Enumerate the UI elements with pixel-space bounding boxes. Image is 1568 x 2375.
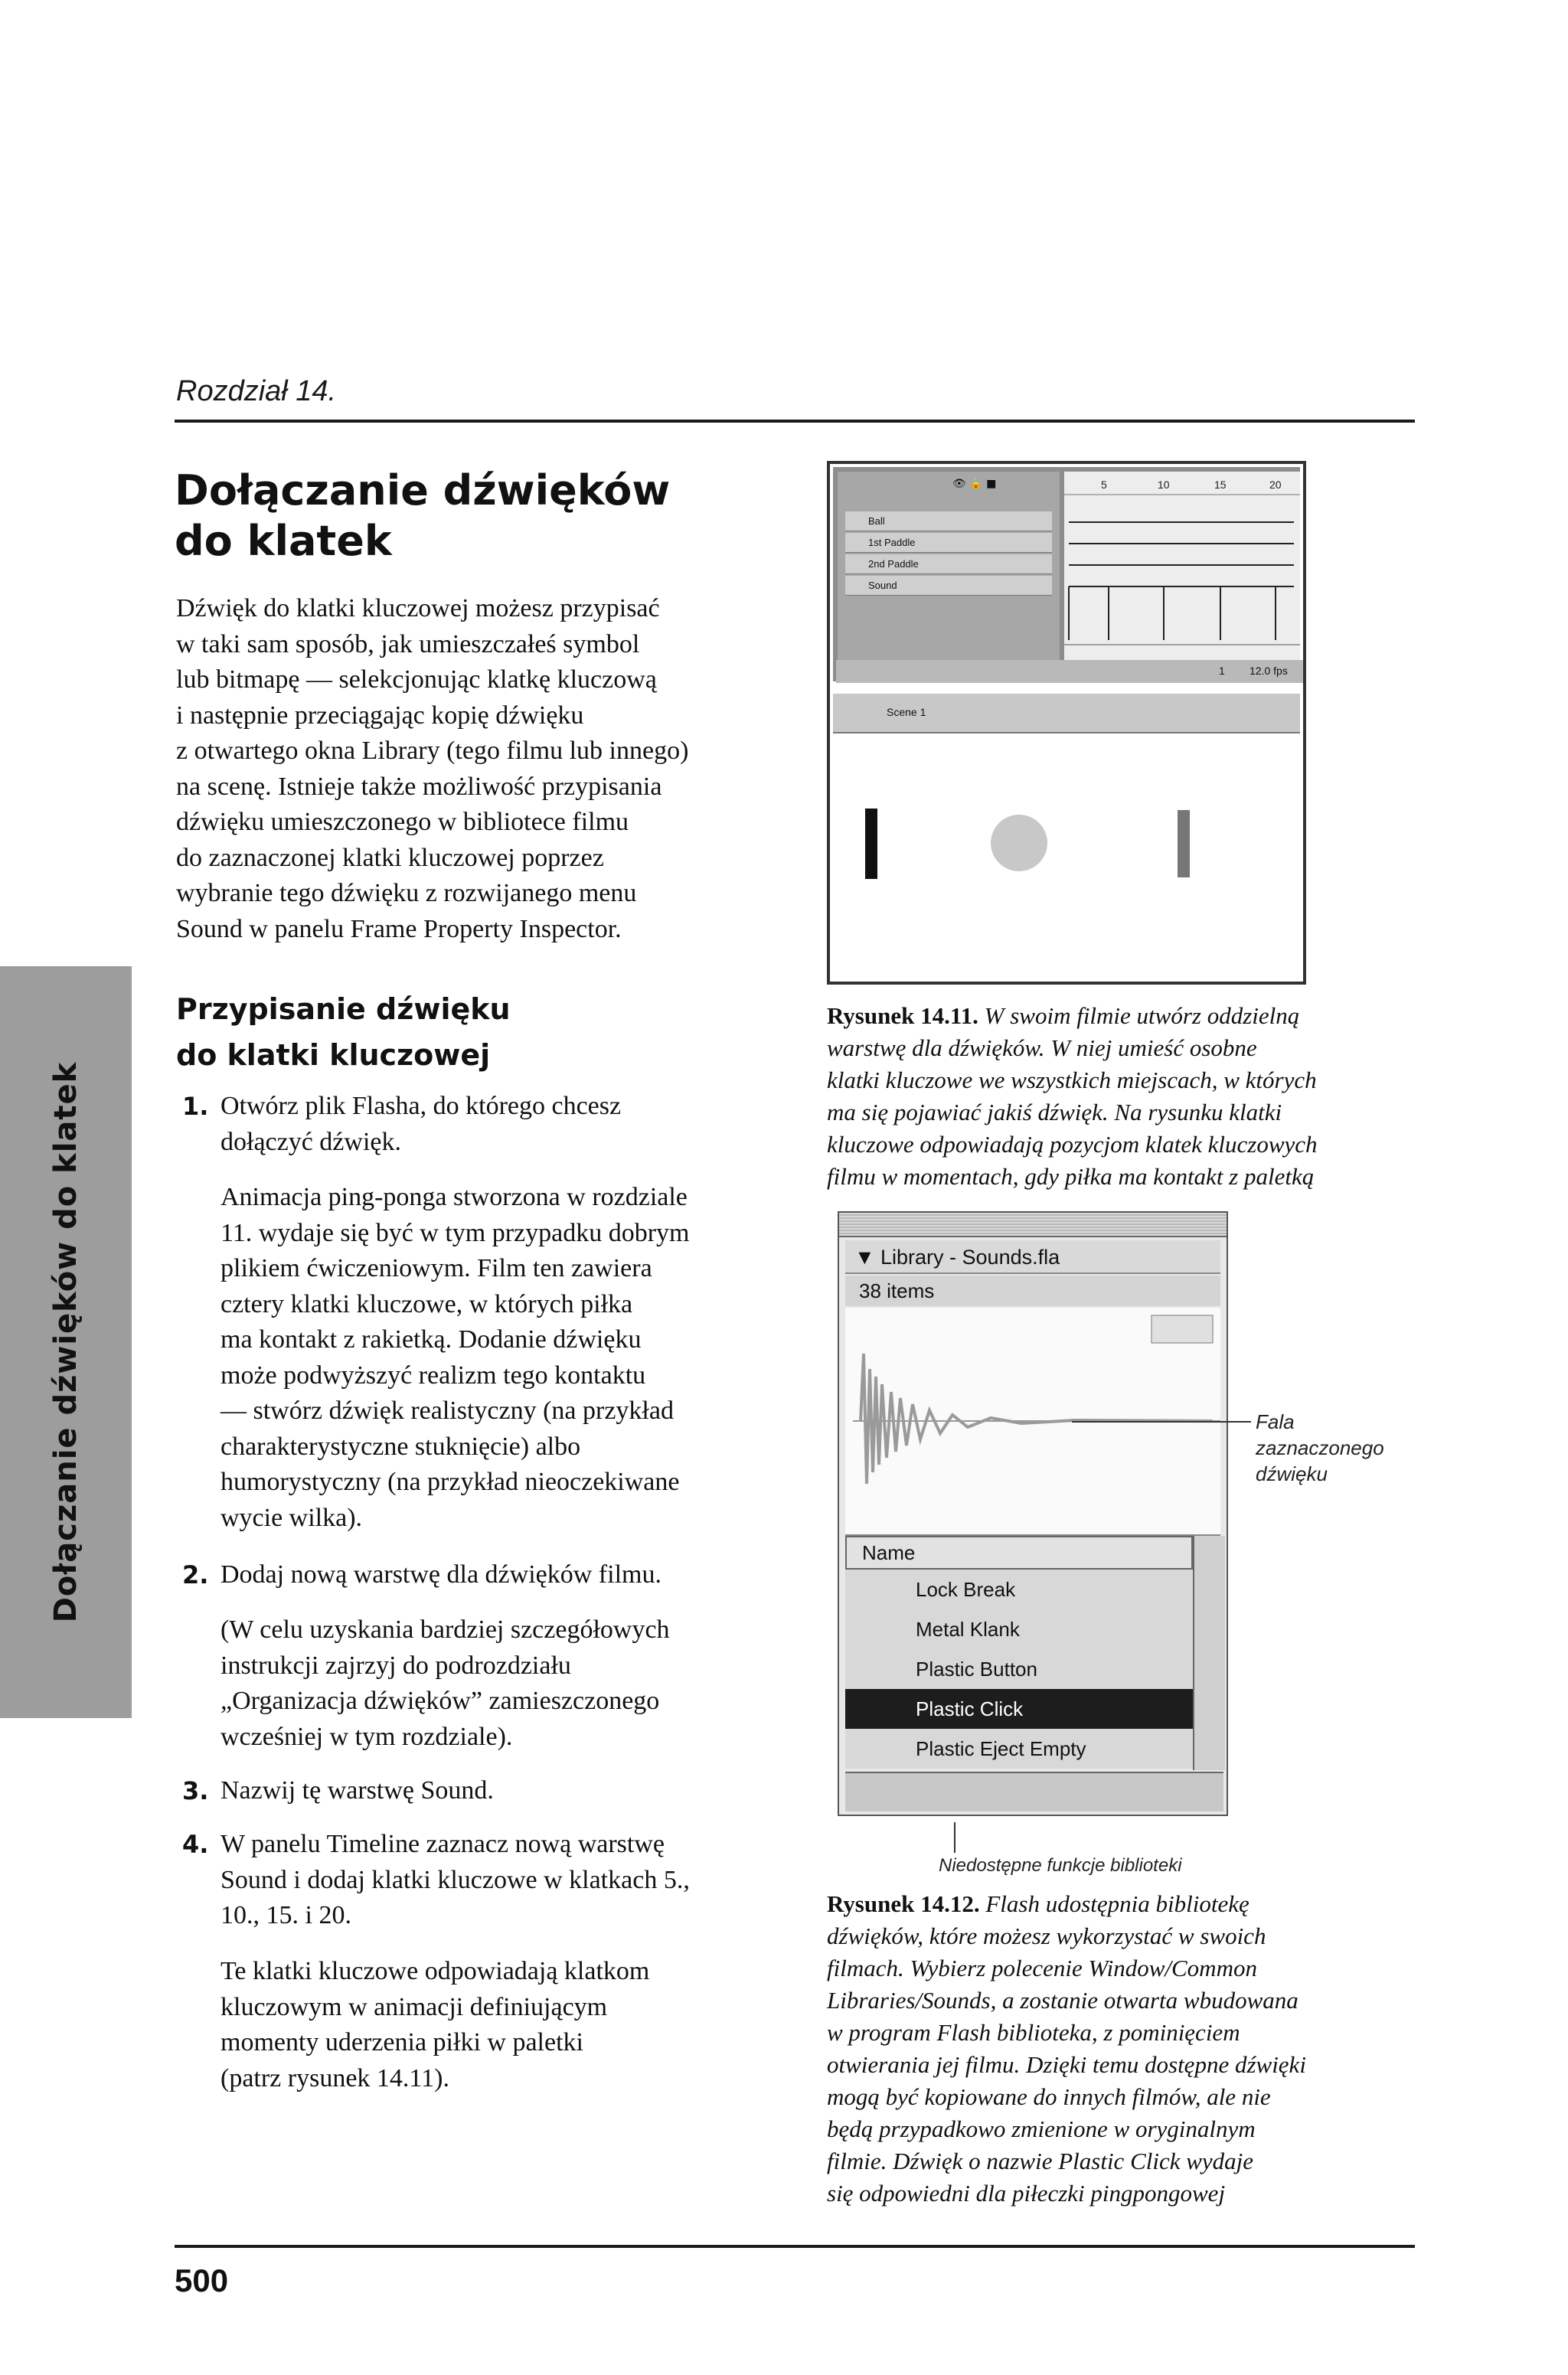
text-line: 10., 15. i 20. [220, 1901, 351, 1929]
paddle-left [865, 809, 877, 879]
library-item[interactable]: Plastic Button [845, 1649, 1193, 1689]
unavailable-functions-label: Niedostępne funkcje biblioteki [939, 1855, 1182, 1876]
frames-grid [1064, 472, 1300, 671]
step-1 [182, 1089, 795, 1160]
step-number: 3. [182, 1776, 209, 1805]
library-toolbar [845, 1772, 1223, 1811]
eye-lock-outline-icons: 👁 🔒 ■ [952, 478, 997, 490]
footer-rule [175, 2245, 1415, 2248]
chevron-down-icon[interactable]: ▼ [854, 1246, 875, 1269]
side-tab-text: Dołączanie dźwięków do klatek [48, 1061, 83, 1623]
timeline-panel [833, 467, 1300, 681]
step-1-detail [220, 1180, 802, 1536]
unavailable-callout-line [954, 1822, 956, 1853]
text-line: i następnie przeciągając kopię dźwięku [176, 701, 584, 730]
intro-paragraph [176, 591, 789, 947]
chapter-header: Rozdział 14. [176, 375, 337, 407]
text-line: (patrz rysunek 14.11). [220, 2063, 449, 2092]
text-line: w taki sam sposób, jak umieszczałeś symbol [176, 629, 640, 658]
text-line: z otwartego okna Library (tego filmu lub innego) [176, 737, 689, 765]
text-line: się odpowiedni dla piłeczki pingpongowej [827, 2180, 1226, 2207]
text-line: Libraries/Sounds, a zostanie otwarta wbudowana [827, 1987, 1298, 2014]
text-line: „Organizacja dźwięków” zamieszczonego [220, 1687, 660, 1715]
text-line: mogą być kopiowane do innych filmów, ale nie [827, 2083, 1271, 2110]
text-line: klatki kluczowe we wszystkich miejscach, w których [827, 1067, 1317, 1093]
subsection-title-line: Przypisanie dźwięku [176, 992, 511, 1026]
column-header-name[interactable]: Name [845, 1536, 1193, 1570]
figure-1-caption [827, 1000, 1424, 1193]
page-number: 500 [175, 2262, 229, 2298]
library-item[interactable]: Metal Klank [845, 1609, 1193, 1649]
text-line: filmach. Wybierz polecenie Window/Common [827, 1955, 1257, 1981]
step-number: 1. [182, 1092, 209, 1121]
figure-library-screenshot [838, 1211, 1228, 1816]
text-line: charakterystyczne stuknięcie) albo [220, 1432, 581, 1461]
text-line: dźwięku umieszczonego w bibliotece filmu [176, 808, 629, 836]
layer-row[interactable]: 1st Paddle [845, 533, 1052, 553]
text-line: do zaznaczonej klatki kluczowej poprzez [176, 843, 604, 872]
text-line: filmie. Dźwięk o nazwie Plastic Click wydaje [827, 2148, 1254, 2174]
wave-callout-line [1072, 1421, 1251, 1423]
scrollbar[interactable] [1193, 1536, 1225, 1770]
text-line: W panelu Timeline zaznacz nową warstwę [220, 1830, 665, 1858]
header-rule [175, 420, 1415, 423]
text-line: Nazwij tę warstwę Sound. [220, 1776, 494, 1805]
frame-number: 1 [1219, 665, 1225, 677]
library-item-selected[interactable]: Plastic Click [845, 1689, 1193, 1729]
text-line: filmu w momentach, gdy piłka ma kontakt z paletką [827, 1163, 1315, 1190]
ruler-label: 20 [1269, 479, 1282, 491]
text-line: cztery klatki kluczowe, w których piłka [220, 1289, 633, 1318]
text-line: wycie wilka). [220, 1503, 363, 1532]
text-line: w program Flash biblioteka, z pominięciem [827, 2019, 1240, 2046]
section-title-line: do klatek [175, 517, 392, 565]
text-line: — stwórz dźwięk realistyczny (na przykład [220, 1397, 674, 1425]
text-line: humorystyczny (na przykład nieoczekiwane [220, 1468, 680, 1496]
step-4-detail [220, 1954, 802, 2096]
figure-2-caption [827, 1888, 1424, 2210]
text-line: ma się pojawiać jakiś dźwięk. Na rysunku klatki [827, 1099, 1282, 1125]
layer-row[interactable]: Ball [845, 511, 1052, 531]
text-line: Sound i dodaj klatki kluczowe w klatkach 5., [220, 1865, 690, 1894]
text-line: Otwórz plik Flasha, do którego chcesz [220, 1092, 622, 1120]
timeline-status-bar [836, 660, 1303, 683]
ruler-label: 15 [1214, 479, 1227, 491]
text-line: kluczowe odpowiadają pozycjom klatek kluczowych [827, 1131, 1318, 1158]
text-line: może podwyższyć realizm tego kontaktu [220, 1361, 646, 1390]
item-count: 38 items [845, 1276, 1220, 1306]
text-line: otwierania jej filmu. Dzięki temu dostępne dźwięki [827, 2051, 1306, 2078]
text-line: dźwięków, które możesz wykorzystać w swoich [827, 1923, 1266, 1949]
text-line: Dodaj nową warstwę dla dźwięków filmu. [220, 1560, 662, 1589]
layers-panel [838, 472, 1060, 671]
section-title [175, 466, 787, 567]
caption-label: Rysunek 14.11. [827, 1002, 978, 1029]
scene-bar [833, 694, 1300, 733]
fps-readout: 12.0 fps [1250, 665, 1288, 677]
subsection-title [176, 986, 789, 1078]
text-line: Fala [1256, 1410, 1295, 1433]
library-title-text: Library - Sounds.fla [880, 1246, 1060, 1269]
text-line: instrukcji zajrzyj do podrozdziału [220, 1651, 571, 1680]
text-line: warstwę dla dźwięków. W niej umieść osobne [827, 1034, 1257, 1061]
text-line: kluczowym w animacji definiującym [220, 1992, 608, 2021]
text-line: lub bitmapę — selekcjonując klatkę kluczową [176, 665, 657, 694]
text-line: wybranie tego dźwięku z rozwijanego menu [176, 879, 637, 907]
step-2 [182, 1557, 795, 1593]
caption-label: Rysunek 14.12. [827, 1890, 980, 1917]
window-title-bar [839, 1213, 1227, 1237]
text-line: Sound w panelu Frame Property Inspector. [176, 914, 622, 943]
step-3 [182, 1773, 795, 1809]
side-tab [0, 966, 132, 1718]
layer-row[interactable]: Sound [845, 576, 1052, 596]
library-item[interactable]: Lock Break [845, 1570, 1193, 1609]
paddle-right [1178, 810, 1190, 877]
step-number: 2. [182, 1560, 209, 1589]
layer-row[interactable]: 2nd Paddle [845, 554, 1052, 574]
section-title-line: Dołączanie dźwięków [175, 466, 671, 515]
subsection-title-line: do klatki kluczowej [176, 1038, 491, 1072]
text-line: Te klatki kluczowe odpowiadają klatkom [220, 1957, 650, 1985]
library-item[interactable]: Plastic Eject Empty [845, 1729, 1193, 1769]
scene-label[interactable]: Scene 1 [887, 706, 926, 718]
ruler-label: 5 [1101, 479, 1107, 491]
text-line: będą przypadkowo zmienione w oryginalnym [827, 2115, 1256, 2142]
text-line: wcześniej w tym rozdziale). [220, 1722, 513, 1751]
text-line: (W celu uzyskania bardziej szczegółowych [220, 1615, 670, 1644]
library-title [845, 1240, 1220, 1274]
frames-grid-graphic [1064, 472, 1300, 671]
text-line: zaznaczonego [1256, 1436, 1384, 1459]
text-line: dźwięku [1256, 1462, 1328, 1485]
text-line: ma kontakt z rakietką. Dodanie dźwięku [220, 1325, 642, 1354]
text-line: W swoim filmie utwórz oddzielną [984, 1002, 1300, 1029]
step-4 [182, 1827, 795, 1934]
text-line: Animacja ping-ponga stworzona w rozdziale [220, 1183, 688, 1211]
text-line: dołączyć dźwięk. [220, 1127, 401, 1156]
step-2-detail [220, 1612, 802, 1755]
text-line: Dźwięk do klatki kluczowej możesz przypisać [176, 594, 660, 622]
figure-timeline-screenshot [827, 461, 1306, 985]
text-line: na scenę. Istnieje także możliwość przypisania [176, 772, 662, 801]
text-line: momenty uderzenia piłki w paletki [220, 2028, 583, 2056]
text-line: plikiem ćwiczeniowym. Film ten zawiera [220, 1254, 652, 1282]
step-number: 4. [182, 1830, 209, 1859]
text-line: Flash udostępnia bibliotekę [985, 1890, 1250, 1917]
ruler-label: 10 [1158, 479, 1170, 491]
ball [991, 815, 1047, 871]
text-line: 11. wydaje się być w tym przypadku dobrym [220, 1218, 690, 1247]
wave-label [1256, 1409, 1384, 1487]
